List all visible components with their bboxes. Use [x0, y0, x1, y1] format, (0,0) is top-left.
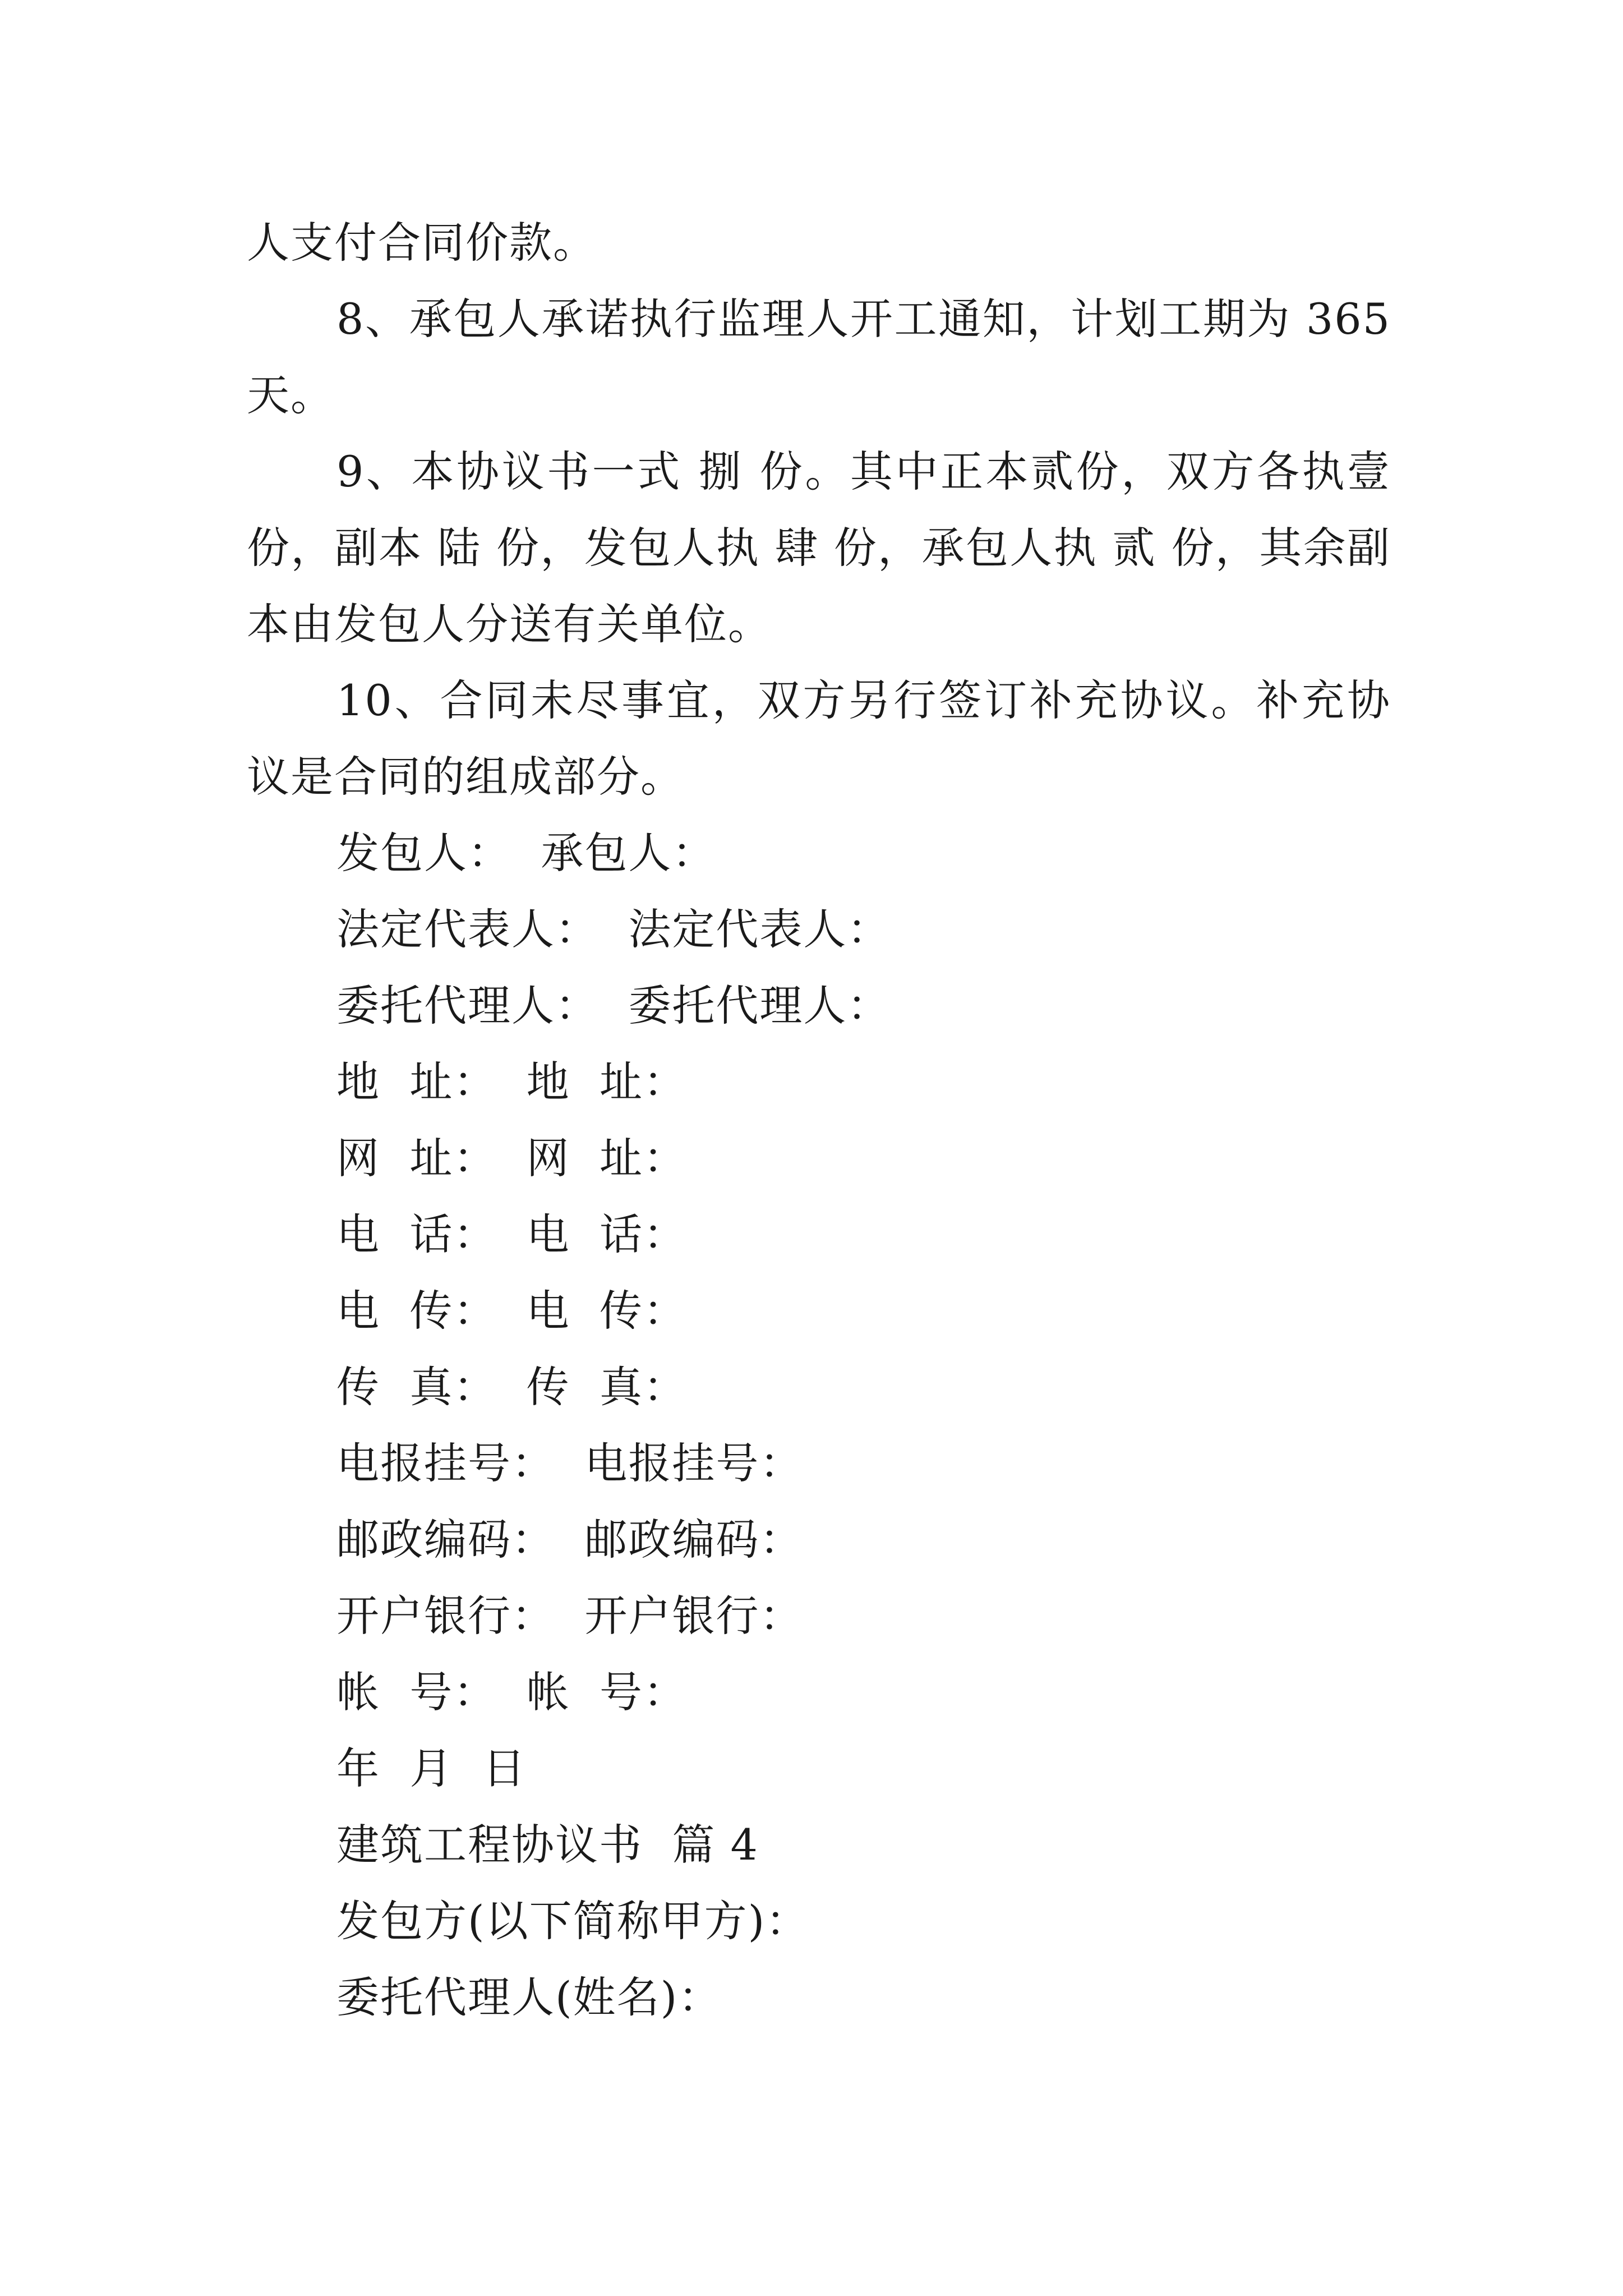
line-agent-name: 委托代理人(姓名)： — [336, 1972, 722, 2022]
line-telex: 电 传： 电 传： — [336, 1286, 687, 1336]
line-employer-party-a: 发包方(以下简称甲方)： — [336, 1896, 810, 1946]
paragraph-payment-continuation: 人支付合同价款。 — [247, 218, 597, 268]
line-account-number: 帐 号： 帐 号： — [336, 1667, 687, 1717]
line-cable-address: 电报挂号： 电报挂号： — [336, 1438, 804, 1488]
line-website: 网 址： 网 址： — [336, 1133, 687, 1183]
line-employer-contractor: 发包人： 承包人： — [336, 828, 716, 878]
line-fax: 传 真： 传 真： — [336, 1362, 687, 1412]
line-address: 地 址： 地 址： — [336, 1057, 687, 1107]
section-heading: 建筑工程协议书 篇 4 — [336, 1820, 759, 1870]
paragraph-clause-10: 10、合同未尽事宜，双方另行签订补充协议。补充协议是合同的组成部分。 — [247, 675, 1391, 802]
paragraph-clause-8: 8、承包人承诺执行监理人开工通知，计划工期为 365 天。 — [247, 294, 1391, 420]
line-legal-representative: 法定代表人： 法定代表人： — [336, 904, 891, 954]
document-body — [247, 205, 1391, 2036]
line-date: 年 月 日 — [336, 1743, 527, 1793]
line-bank: 开户银行： 开户银行： — [336, 1591, 804, 1641]
line-telephone: 电 话： 电 话： — [336, 1209, 687, 1259]
line-authorized-agent: 委托代理人： 委托代理人： — [336, 981, 891, 1030]
line-postal-code: 邮政编码： 邮政编码： — [336, 1515, 804, 1565]
paragraph-clause-9: 9、本协议书一式 捌 份。其中正本贰份，双方各执壹份，副本 陆 份，发包人执 肆 份，承包人执 贰 份，其余副本由发包人分送有关单位。 — [247, 447, 1391, 649]
